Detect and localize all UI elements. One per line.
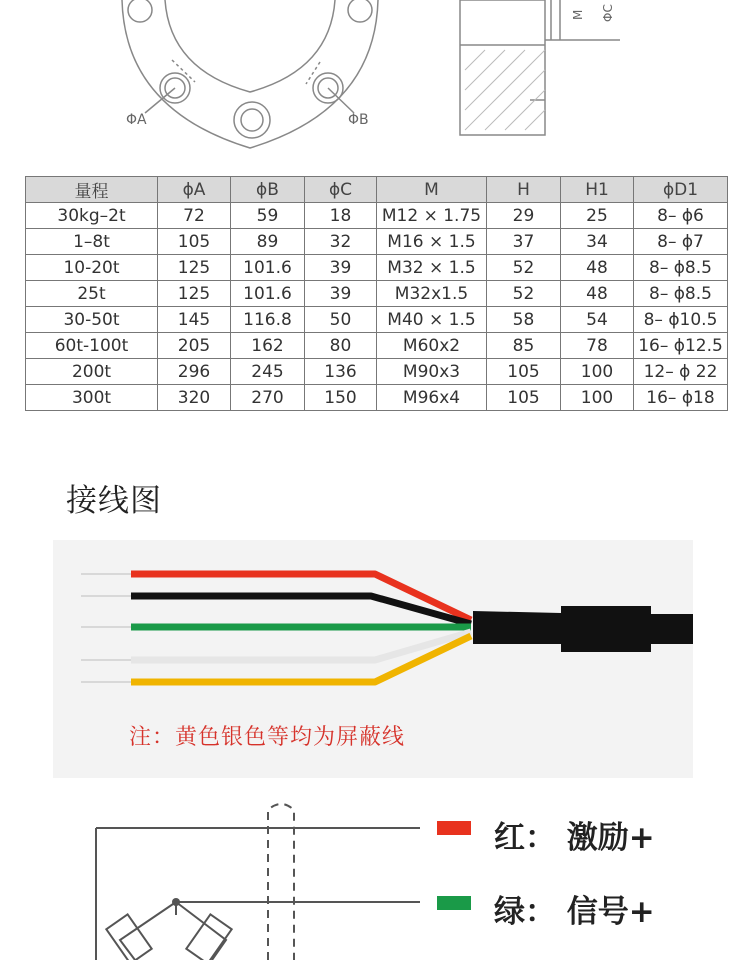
table-row bbox=[26, 359, 728, 385]
header-phi-d1: ϕD1 bbox=[634, 177, 728, 203]
table-cell: 85 bbox=[487, 333, 561, 359]
table-cell: 101.6 bbox=[231, 255, 305, 281]
legend-item-red: 红： 激励+ bbox=[494, 820, 655, 856]
table-cell: 30kg–2t bbox=[26, 203, 158, 229]
table-cell: 12– ϕ 22 bbox=[634, 359, 728, 385]
legend-function-green: 信号+ bbox=[566, 894, 655, 930]
table-row bbox=[26, 333, 728, 359]
legend-name-green: 绿 bbox=[494, 894, 525, 930]
header-h: H bbox=[487, 177, 561, 203]
header-m: M bbox=[377, 177, 487, 203]
table-cell: 270 bbox=[231, 385, 305, 411]
table-cell: 58 bbox=[487, 307, 561, 333]
header-phi-b: ϕB bbox=[231, 177, 305, 203]
header-phi-a: ϕA bbox=[158, 177, 231, 203]
table-cell: 32 bbox=[305, 229, 377, 255]
table-cell: 320 bbox=[158, 385, 231, 411]
mechanical-drawing bbox=[0, 0, 750, 170]
label-phi-a: ΦA bbox=[126, 112, 147, 128]
table-cell: 72 bbox=[158, 203, 231, 229]
legend-item-green: 绿： 信号+ bbox=[494, 894, 655, 930]
table-cell: 245 bbox=[231, 359, 305, 385]
table-cell: 18 bbox=[305, 203, 377, 229]
table-cell: 25 bbox=[561, 203, 634, 229]
table-row bbox=[26, 255, 728, 281]
table-cell: 89 bbox=[231, 229, 305, 255]
table-cell: 162 bbox=[231, 333, 305, 359]
table-cell: 105 bbox=[158, 229, 231, 255]
cable-jacket bbox=[473, 606, 693, 652]
table-cell: 8– ϕ8.5 bbox=[634, 281, 728, 307]
table-cell: 136 bbox=[305, 359, 377, 385]
table-cell: 52 bbox=[487, 281, 561, 307]
table-cell: M32x1.5 bbox=[377, 281, 487, 307]
table-cell: 16– ϕ12.5 bbox=[634, 333, 728, 359]
label-phi-b: ΦB bbox=[348, 112, 369, 128]
table-cell: 54 bbox=[561, 307, 634, 333]
label-m: M bbox=[571, 9, 585, 20]
label-phi-c: ΦC bbox=[601, 4, 615, 22]
table-cell: 145 bbox=[158, 307, 231, 333]
table-cell: 205 bbox=[158, 333, 231, 359]
table-cell: 8– ϕ6 bbox=[634, 203, 728, 229]
legend-swatch-red bbox=[437, 821, 471, 835]
wiring-section-title: 接线图 bbox=[66, 483, 162, 519]
table-cell: 8– ϕ10.5 bbox=[634, 307, 728, 333]
table-cell: 100 bbox=[561, 385, 634, 411]
table-cell: 150 bbox=[305, 385, 377, 411]
table-cell: M96x4 bbox=[377, 385, 487, 411]
table-cell: 10-20t bbox=[26, 255, 158, 281]
table-header-row bbox=[26, 177, 728, 203]
table-cell: 16– ϕ18 bbox=[634, 385, 728, 411]
table-cell: 101.6 bbox=[231, 281, 305, 307]
bolt-hole-bottom bbox=[234, 102, 270, 138]
table-cell: 200t bbox=[26, 359, 158, 385]
legend-swatch-green bbox=[437, 896, 471, 910]
header-phi-c: ϕC bbox=[305, 177, 377, 203]
table-cell: M40 × 1.5 bbox=[377, 307, 487, 333]
table-cell: 34 bbox=[561, 229, 634, 255]
table-cell: 125 bbox=[158, 281, 231, 307]
table-cell: 59 bbox=[231, 203, 305, 229]
table-cell: 48 bbox=[561, 255, 634, 281]
wire-white bbox=[131, 632, 471, 660]
table-cell: M60x2 bbox=[377, 333, 487, 359]
table-row bbox=[26, 281, 728, 307]
table-row bbox=[26, 203, 728, 229]
table-cell: 8– ϕ7 bbox=[634, 229, 728, 255]
table-cell: 60t-100t bbox=[26, 333, 158, 359]
table-cell: M90x3 bbox=[377, 359, 487, 385]
table-cell: 25t bbox=[26, 281, 158, 307]
table-row bbox=[26, 229, 728, 255]
legend-name-red: 红 bbox=[494, 820, 525, 856]
table-cell: 39 bbox=[305, 255, 377, 281]
wiring-note: 注：黄色银色等均为屏蔽线 bbox=[129, 725, 406, 750]
table-cell: 8– ϕ8.5 bbox=[634, 255, 728, 281]
table-cell: 116.8 bbox=[231, 307, 305, 333]
header-range: 量程 bbox=[26, 177, 158, 203]
table-cell: M32 × 1.5 bbox=[377, 255, 487, 281]
legend-function-red: 激励+ bbox=[566, 820, 655, 856]
wire-black bbox=[131, 596, 471, 624]
table-cell: 29 bbox=[487, 203, 561, 229]
header-h1: H1 bbox=[561, 177, 634, 203]
table-cell: 48 bbox=[561, 281, 634, 307]
table-cell: 125 bbox=[158, 255, 231, 281]
table-cell: 39 bbox=[305, 281, 377, 307]
table-cell: 78 bbox=[561, 333, 634, 359]
wiring-diagram-panel bbox=[53, 540, 693, 778]
table-row bbox=[26, 385, 728, 411]
spec-table bbox=[25, 176, 728, 411]
flange-outline bbox=[122, 0, 378, 148]
table-cell: M16 × 1.5 bbox=[377, 229, 487, 255]
table-row bbox=[26, 307, 728, 333]
table-cell: 105 bbox=[487, 385, 561, 411]
table-cell: 1–8t bbox=[26, 229, 158, 255]
table-cell: 80 bbox=[305, 333, 377, 359]
table-cell: 50 bbox=[305, 307, 377, 333]
table-cell: 105 bbox=[487, 359, 561, 385]
table-cell: 30-50t bbox=[26, 307, 158, 333]
table-cell: 296 bbox=[158, 359, 231, 385]
table-cell: 37 bbox=[487, 229, 561, 255]
section-body bbox=[460, 0, 545, 135]
table-cell: 100 bbox=[561, 359, 634, 385]
table-cell: 300t bbox=[26, 385, 158, 411]
table-cell: 52 bbox=[487, 255, 561, 281]
table-cell: M12 × 1.75 bbox=[377, 203, 487, 229]
